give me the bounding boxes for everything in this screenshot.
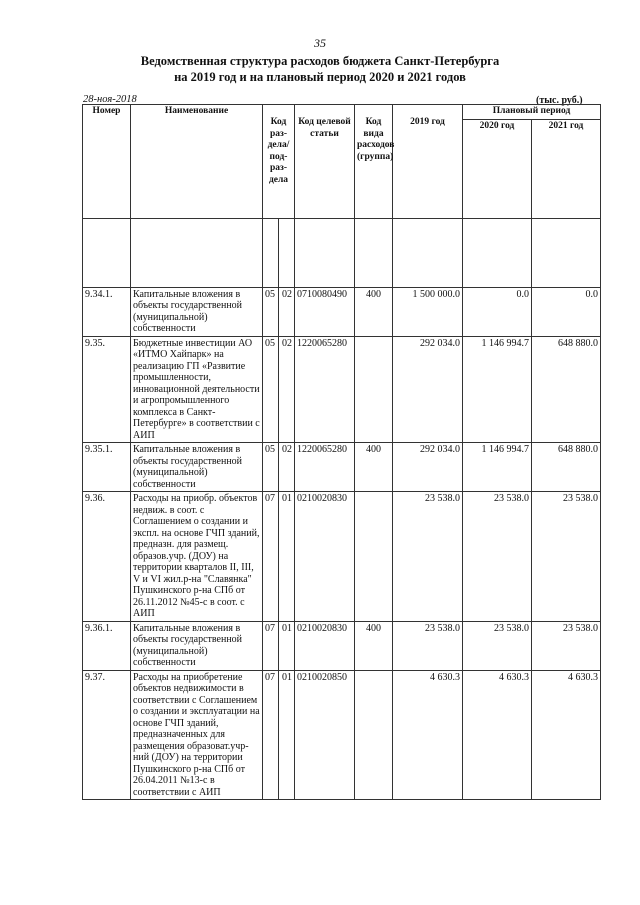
row-target: 0710080490: [295, 287, 355, 336]
row-2019: 292 034.0: [393, 336, 463, 443]
row-target: 1220065280: [295, 336, 355, 443]
row-target: 0210020850: [295, 670, 355, 800]
row-number: 9.35.: [83, 336, 131, 443]
row-section: 07: [263, 492, 279, 622]
table-row: [83, 670, 601, 800]
header-expense-type: Код вида расходов (группа): [355, 105, 393, 219]
row-expense-type: 400: [355, 287, 393, 336]
spacer-cell: [355, 218, 393, 287]
header-2020: 2020 год: [463, 119, 532, 218]
row-name: Расходы на приобретение объектов недвижимости в соответствии с Соглашением о создании и эксплуатации на основе ГЧП зданий, предназначенных для размещения образоват.учр-ний (ДОУ) на территории Пушкинского р-на СПб от 26.04.2011 №13-с в соответствии с АИП: [131, 670, 263, 800]
row-name: Капитальные вложения в объекты государственной (муниципальной) собственности: [131, 621, 263, 670]
row-subsection: 01: [279, 670, 295, 800]
row-section: 05: [263, 287, 279, 336]
row-2020: 1 146 994.7: [463, 336, 532, 443]
header-planned-period: Плановый период: [463, 105, 601, 120]
row-2020: 23 538.0: [463, 621, 532, 670]
table-row: [83, 287, 601, 336]
row-name: Расходы на приобр. объектов недвиж. в соот. с Соглашением о создании и экспл. на основе ГЧП зданий, предназн. для размещ. образов.учр. (ДОУ) на территории кварталов II, III, V и VI жил.р-на "Славянка" Пушкинского р-на СПб от 26.11.2012 №45-с в соот. с АИП: [131, 492, 263, 622]
row-2019: 23 538.0: [393, 492, 463, 622]
spacer-cell: [83, 218, 131, 287]
row-target: 1220065280: [295, 443, 355, 492]
table-row: [83, 621, 601, 670]
row-number: 9.37.: [83, 670, 131, 800]
row-target: 0210020830: [295, 621, 355, 670]
document-title: [0, 53, 640, 85]
row-2020: 1 146 994.7: [463, 443, 532, 492]
row-2020: 23 538.0: [463, 492, 532, 622]
header-spacer-row: [83, 218, 601, 287]
row-expense-type: 400: [355, 443, 393, 492]
row-target: 0210020830: [295, 492, 355, 622]
row-section: 05: [263, 443, 279, 492]
title-line-2: на 2019 год и на плановый период 2020 и 2021 годов: [174, 70, 466, 84]
spacer-cell: [263, 218, 279, 287]
spacer-cell: [532, 218, 601, 287]
row-name: Капитальные вложения в объекты государственной (муниципальной) собственности: [131, 287, 263, 336]
row-number: 9.34.1.: [83, 287, 131, 336]
row-expense-type: [355, 492, 393, 622]
row-subsection: 01: [279, 492, 295, 622]
table-row: [83, 336, 601, 443]
header-name: Наименование: [131, 105, 263, 219]
row-subsection: 02: [279, 336, 295, 443]
header-section: Код раз-дела/ под-раз-дела: [263, 105, 295, 219]
row-expense-type: [355, 670, 393, 800]
row-subsection: 02: [279, 443, 295, 492]
budget-table: [82, 104, 601, 800]
row-number: 9.36.1.: [83, 621, 131, 670]
spacer-cell: [279, 218, 295, 287]
header-target: Код целевой статьи: [295, 105, 355, 219]
header-2019: 2019 год: [393, 105, 463, 219]
spacer-cell: [131, 218, 263, 287]
report-date: 28-ноя-2018: [83, 94, 137, 105]
title-line-1: Ведомственная структура расходов бюджета Санкт-Петербурга: [140, 54, 500, 68]
row-2019: 1 500 000.0: [393, 287, 463, 336]
spacer-cell: [295, 218, 355, 287]
spacer-cell: [463, 218, 532, 287]
row-2019: 4 630.3: [393, 670, 463, 800]
row-2021: 648 880.0: [532, 443, 601, 492]
table-row: [83, 443, 601, 492]
row-number: 9.36.: [83, 492, 131, 622]
row-2021: 23 538.0: [532, 621, 601, 670]
row-section: 07: [263, 670, 279, 800]
row-name: Бюджетные инвестиции АО «ИТМО Хайпарк» на реализацию ГП «Развитие промышленности, инновационной деятельности и агропромышленного комплекса в Санкт-Петербурге» в соответствии с АИП: [131, 336, 263, 443]
row-subsection: 01: [279, 621, 295, 670]
row-2021: 648 880.0: [532, 336, 601, 443]
row-2019: 292 034.0: [393, 443, 463, 492]
row-2021: 4 630.3: [532, 670, 601, 800]
header-number: Номер: [83, 105, 131, 219]
page-number: 35: [314, 36, 326, 50]
row-section: 05: [263, 336, 279, 443]
row-2020: 4 630.3: [463, 670, 532, 800]
row-2020: 0.0: [463, 287, 532, 336]
table-row: [83, 492, 601, 622]
header-row-1: [83, 105, 601, 120]
units-label: (тыс. руб.): [536, 95, 583, 106]
row-2019: 23 538.0: [393, 621, 463, 670]
header-2021: 2021 год: [532, 119, 601, 218]
row-2021: 0.0: [532, 287, 601, 336]
spacer-cell: [393, 218, 463, 287]
row-expense-type: 400: [355, 621, 393, 670]
row-name: Капитальные вложения в объекты государственной (муниципальной) собственности: [131, 443, 263, 492]
row-2021: 23 538.0: [532, 492, 601, 622]
row-section: 07: [263, 621, 279, 670]
row-subsection: 02: [279, 287, 295, 336]
row-expense-type: [355, 336, 393, 443]
row-number: 9.35.1.: [83, 443, 131, 492]
